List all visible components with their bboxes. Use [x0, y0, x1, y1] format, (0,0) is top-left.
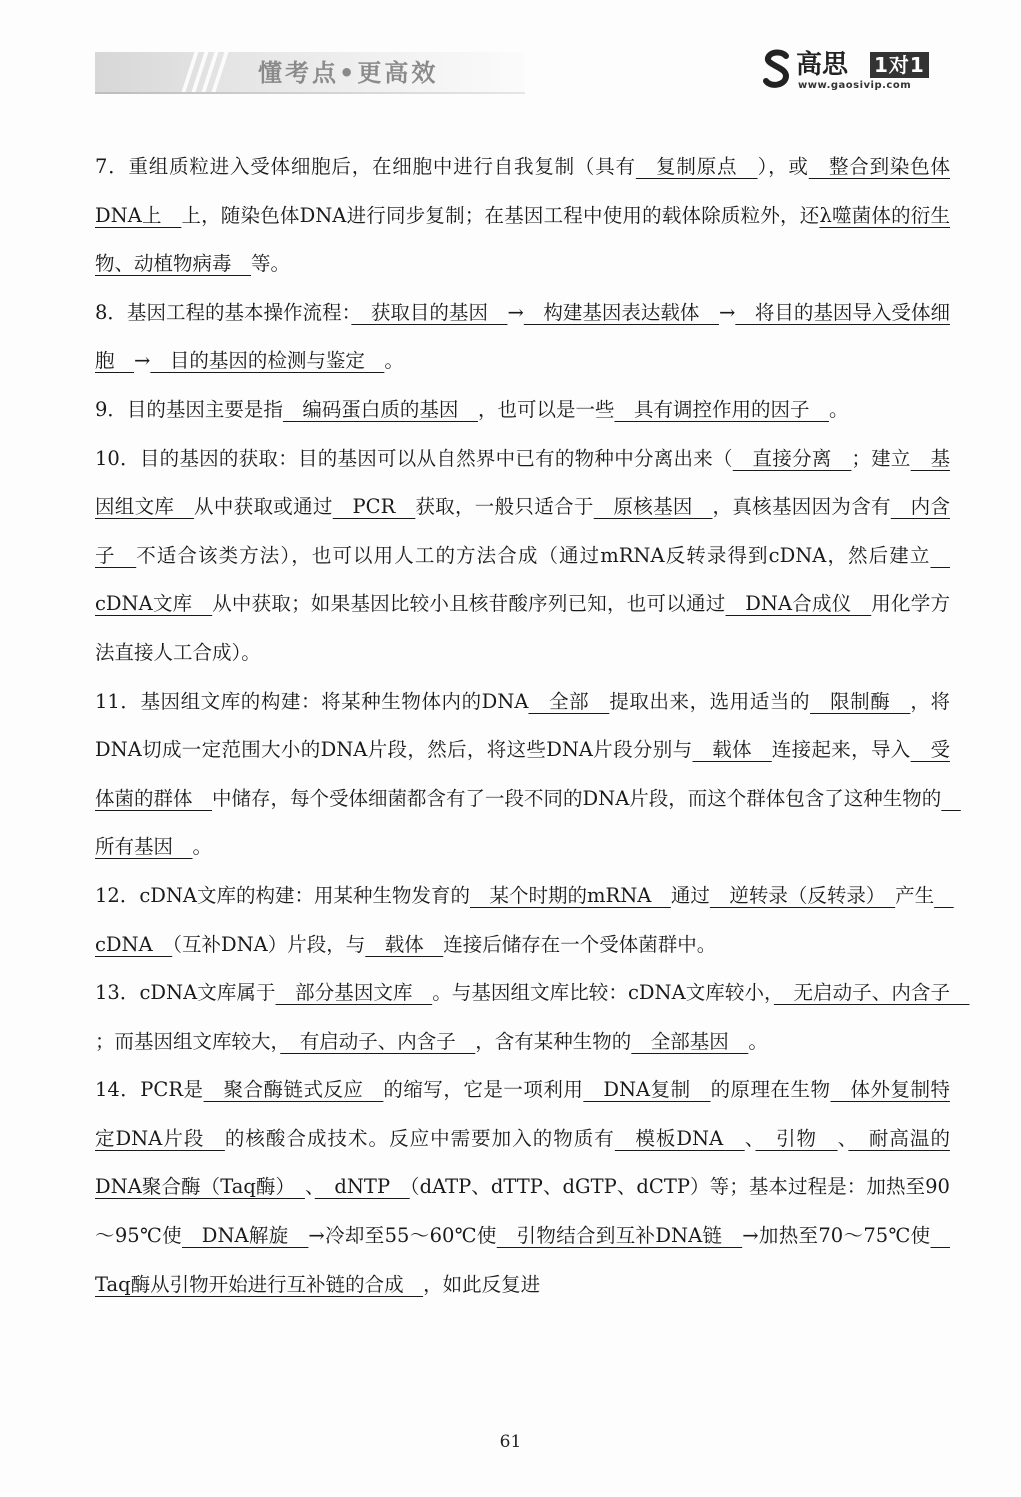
question-text: 8．基因工程的基本操作流程： — [95, 300, 352, 324]
page-header — [0, 0, 1021, 110]
question-text: 的原理在生物 — [710, 1078, 831, 1102]
fill-in-answer: 基因组文库 — [95, 446, 950, 519]
question-text: → — [507, 300, 524, 324]
fill-in-answer: 所有基因 — [95, 786, 961, 859]
brand-logo — [762, 48, 932, 92]
fill-in-answer: 聚合酶链式反应 — [203, 1078, 384, 1102]
question-text: 上，随染色体DNA进行同步复制；在基因工程中使用的载体除质粒外，还 — [181, 203, 820, 227]
fill-in-answer: 逆转录（反转录） — [709, 883, 896, 907]
question-text: 从中获取；如果基因比较小且核苷酸序列已知，也可以通过 — [212, 592, 726, 616]
brand-badge: 1对1 — [870, 52, 929, 78]
page-number: 61 — [499, 1432, 522, 1452]
fill-in-answer: PCR — [332, 495, 416, 519]
question-text: → — [718, 300, 736, 324]
question-text: 产生 — [895, 883, 935, 907]
fill-in-answer: 某个时期的mRNA — [470, 883, 671, 907]
fill-in-answer: 有启动子、内含子 — [280, 1029, 476, 1053]
fill-in-answer: 模板DNA — [614, 1126, 745, 1150]
fill-in-answer: DNA合成仪 — [725, 592, 872, 616]
question-paragraph — [95, 1066, 950, 1309]
header-rule — [95, 92, 525, 94]
question-text: 通过 — [670, 883, 710, 907]
question-text: 13．cDNA文库属于 — [95, 981, 276, 1005]
fill-in-answer: 无启动子、内含子 — [773, 981, 970, 1005]
fill-in-answer: cDNA — [95, 883, 954, 956]
question-text: ，将DNA切成一定范围大小的DNA片段，然后，将这些DNA片段分别与 — [95, 689, 950, 762]
question-paragraph — [95, 435, 950, 678]
question-text: 。 — [384, 349, 404, 373]
question-text: 的核酸合成技术。反应中需要加入的物质有 — [224, 1126, 615, 1150]
question-text: （dATP、dTTP、dGTP、dCTP）等；基本过程是：加热至90～95℃使 — [95, 1175, 950, 1248]
question-paragraph — [95, 289, 950, 386]
question-text: ，如此反复进 — [423, 1272, 541, 1296]
brand-url: www.gaosivip.com — [798, 80, 912, 91]
question-text: （互补DNA）片段，与 — [172, 932, 366, 956]
question-text: 、 — [744, 1126, 756, 1150]
question-paragraph — [95, 969, 970, 1066]
question-text: 。与基因组文库比较：cDNA文库较小， — [432, 981, 774, 1005]
fill-in-answer: DNA复制 — [583, 1078, 711, 1102]
question-text: 7．重组质粒进入受体细胞后，在细胞中进行自我复制（具有 — [95, 155, 636, 178]
fill-in-answer: 复制原点 — [635, 155, 758, 178]
question-text: 连接后储存在一个受体菌群中。 — [443, 932, 717, 956]
fill-in-answer: 全部基因 — [631, 1029, 749, 1053]
question-text: →冷却至55～60℃使 — [308, 1224, 497, 1248]
question-text: 。 — [748, 1029, 768, 1053]
fill-in-answer: 获取目的基因 — [351, 300, 508, 324]
fill-in-answer: 原核基因 — [593, 495, 713, 519]
fill-in-answer: 编码蛋白质的基因 — [282, 397, 478, 421]
header-stripes-decoration — [182, 52, 242, 92]
question-text: 提取出来，选用适当的 — [609, 689, 811, 713]
question-text: ；建立 — [851, 446, 911, 470]
fill-in-answer: cDNA文库 — [95, 543, 950, 616]
question-paragraph — [95, 386, 950, 435]
fill-in-answer: 将目的基因导入受体细胞 — [95, 300, 950, 373]
question-text: 。 — [828, 397, 849, 421]
question-text: 12．cDNA文库的构建：用某种生物发育的 — [95, 883, 471, 907]
question-text: 。 — [192, 835, 213, 859]
question-text: →加热至70～75℃使 — [742, 1224, 931, 1248]
question-text: ），或 — [757, 155, 809, 178]
fill-in-answer: 直接分离 — [732, 446, 852, 470]
fill-in-answer: dNTP — [314, 1175, 410, 1199]
fill-in-answer: DNA解旋 — [181, 1224, 309, 1248]
question-text: 连接起来，导入 — [771, 738, 911, 762]
question-text: ，真核基因因为含有 — [712, 495, 891, 519]
fill-in-answer: 内含子 — [95, 495, 950, 567]
question-text: 用化学方法直接人工合成）。 — [95, 592, 950, 664]
question-text: ，也可以是一些 — [477, 397, 615, 421]
question-text: 不适合该类方法），也可以用人工的方法合成（通过mRNA反转录得到cDNA，然后建立 — [136, 543, 931, 567]
brand-s-icon — [762, 48, 792, 92]
question-text: 等。 — [251, 252, 291, 276]
fill-in-answer: 引物 — [755, 1126, 838, 1150]
fill-in-answer: 受体菌的群体 — [95, 738, 950, 810]
question-text: 从中获取或通过 — [194, 495, 333, 519]
question-text: 11．基因组文库的构建：将某种生物体内的DNA — [95, 689, 529, 713]
header-slogan: 懂考点•更高效 — [258, 59, 439, 87]
question-text: 、 — [837, 1126, 849, 1150]
fill-in-answer: 耐高温的DNA聚合酶（Taq酶） — [95, 1126, 950, 1199]
fill-in-answer: 体外复制特定DNA片段 — [95, 1078, 950, 1150]
question-paragraph — [95, 678, 961, 872]
question-paragraph — [95, 872, 954, 969]
question-text: 、 — [304, 1175, 315, 1199]
question-text: → — [134, 349, 151, 373]
fill-in-answer: 整合到染色体DNA上 — [95, 155, 950, 227]
question-paragraph — [95, 143, 950, 289]
fill-in-answer: 载体 — [365, 932, 444, 956]
fill-in-answer: 引物结合到互补DNA链 — [496, 1224, 743, 1248]
fill-in-answer: 目的基因的检测与鉴定 — [150, 349, 385, 373]
fill-in-answer: 载体 — [692, 738, 772, 762]
question-text: 9．目的基因主要是指 — [95, 397, 283, 421]
question-text: 中储存，每个受体细菌都含有了一段不同的DNA片段，而这个群体包含了这种生物的 — [212, 786, 942, 810]
question-text: 14．PCR是 — [95, 1078, 204, 1102]
brand-name: 高思 — [796, 50, 849, 80]
question-text: ，含有某种生物的 — [475, 1029, 632, 1053]
question-text: ；而基因组文库较大， — [95, 1029, 281, 1053]
document-body — [95, 143, 970, 1309]
question-text: 获取，一般只适合于 — [415, 495, 594, 519]
question-text: 的缩写，它是一项利用 — [383, 1078, 584, 1102]
fill-in-answer: 全部 — [528, 689, 610, 713]
fill-in-answer: 限制酶 — [810, 689, 911, 713]
fill-in-answer: 具有调控作用的因子 — [614, 397, 829, 421]
fill-in-answer: 部分基因文库 — [275, 981, 433, 1005]
fill-in-answer: 构建基因表达载体 — [523, 300, 719, 324]
question-text: 10．目的基因的获取：目的基因可以从自然界中已有的物种中分离出来（ — [95, 446, 733, 470]
fill-in-answer: λ噬菌体的衍生物、动植物病毒 — [95, 203, 951, 276]
fill-in-answer: Taq酶从引物开始进行互补链的合成 — [95, 1224, 950, 1296]
